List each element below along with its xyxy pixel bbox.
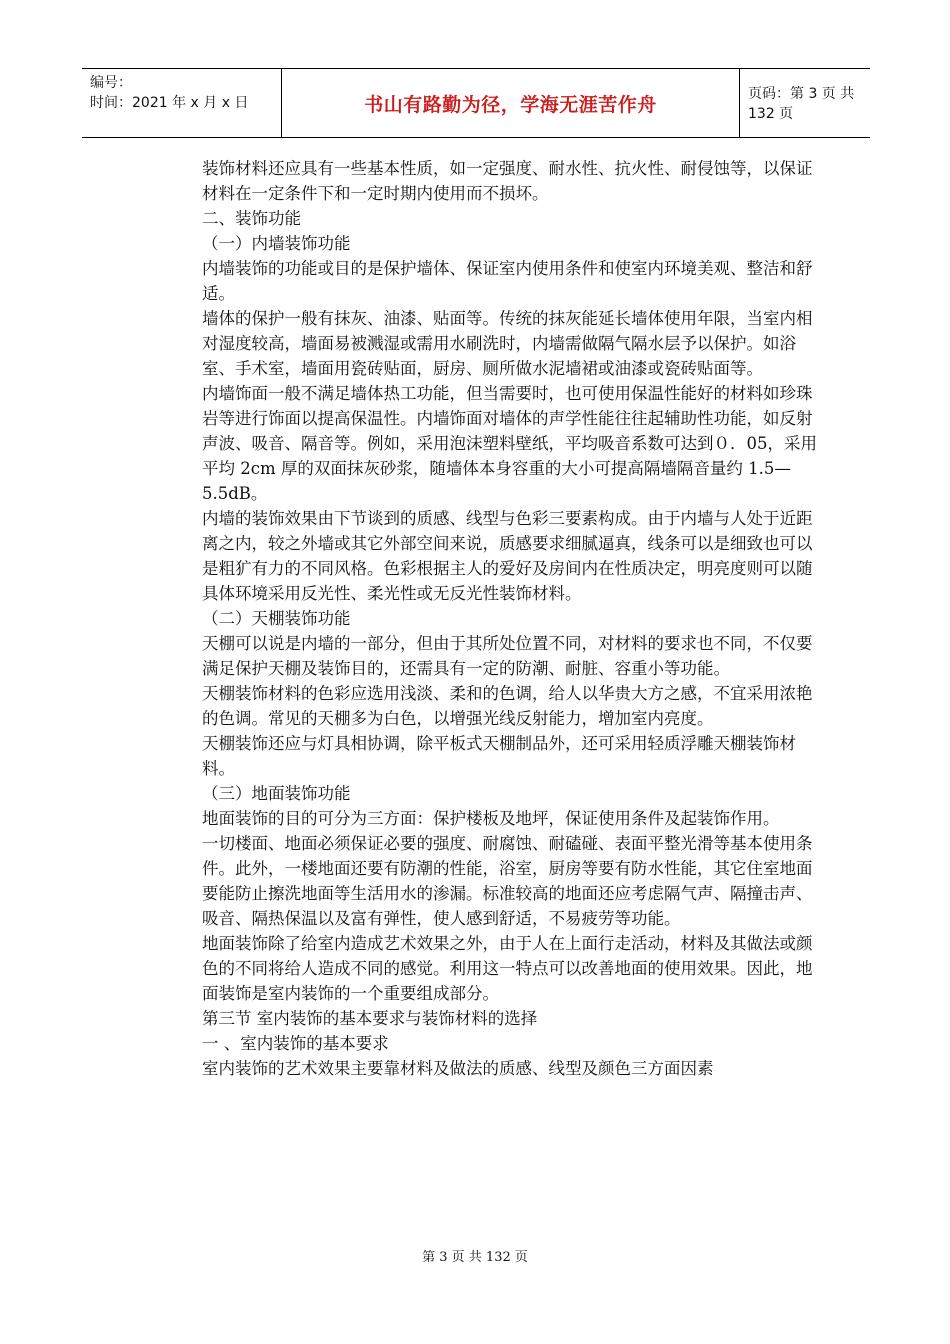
paragraph: 天棚装饰还应与灯具相协调，除平板式天棚制品外，还可采用轻质浮雕天棚装饰材料。 [202,734,796,778]
paragraph: 内墙的装饰效果由下节谈到的质感、线型与色彩三要素构成。由于内墙与人处于近距离之内，较之外墙或其它外部空间来说，质感要求细腻逼真，线条可以是细致也可以是粗犷有力的不同风格。色彩根据主人的爱好及房间内在性质决定，明亮度则可以随具体环境采用反光性、柔光性或无反光性装饰材料。 [202,509,813,603]
document-number-label: 编号： [90,75,132,91]
subsection-heading: （三）地面装饰功能 [202,784,351,803]
section-heading: 一 、室内装饰的基本要求 [202,1034,389,1053]
document-date-label: 时间：2021 年 x 月 x 日 [90,95,249,111]
header-page-info: 页码：第 3 页 共 132 页 [748,86,855,122]
paragraph: 天棚装饰材料的色彩应选用浅淡、柔和的色调，给人以华贵大方之感，不宜采用浓艳的色调。常见的天棚多为白色，以增强光线反射能力，增加室内亮度。 [202,684,813,728]
header-meta-cell [82,69,282,137]
paragraph: 墙体的保护一般有抹灰、油漆、贴面等。传统的抹灰能延长墙体使用年限，当室内相对湿度较高，墙面易被溅湿或需用水刷洗时，内墙需做隔气隔水层予以保护。如浴室、手术室，墙面用瓷砖贴面，厨房、厕所做水泥墙裙或油漆或瓷砖贴面等。 [202,309,813,378]
paragraph: 天棚可以说是内墙的一部分，但由于其所处位置不同，对材料的要求也不同，不仅要满足保护天棚及装饰目的，还需具有一定的防潮、耐脏、容重小等功能。 [202,634,813,678]
header-motto-cell [282,69,740,137]
section-heading: 二、装饰功能 [202,209,301,228]
header-page-cell [740,69,870,137]
paragraph: 室内装饰的艺术效果主要靠材料及做法的质感、线型及颜色三方面因素 [202,1059,714,1078]
chapter-section-heading: 第三节 室内装饰的基本要求与装饰材料的选择 [202,1009,538,1028]
paragraph: 地面装饰除了给室内造成艺术效果之外，由于人在上面行走活动，材料及其做法或颜色的不同将给人造成不同的感觉。利用这一特点可以改善地面的使用效果。因此，地面装饰是室内装饰的一个重要组成部分。 [202,934,813,1003]
paragraph: 地面装饰的目的可分为三方面：保护楼板及地坪，保证使用条件及起装饰作用。 [202,809,780,828]
header-motto: 书山有路勤为径，学海无涯苦作舟 [364,93,657,116]
page-footer [0,1246,950,1265]
paragraph: 内墙装饰的功能或目的是保护墙体、保证室内使用条件和使室内环境美观、整洁和舒适。 [202,259,813,303]
page-header [82,68,870,138]
subsection-heading: （二）天棚装饰功能 [202,609,351,628]
paragraph: 一切楼面、地面必须保证必要的强度、耐腐蚀、耐磕碰、表面平整光滑等基本使用条件。此外，一楼地面还要有防潮的性能，浴室，厨房等要有防水性能，其它住室地面要能防止擦洗地面等生活用水的渗漏。标准较高的地面还应考虑隔气声、隔撞击声、吸音、隔热保温以及富有弹性，使人感到舒适，不易疲劳等功能。 [202,834,813,928]
paragraph: 内墙饰面一般不满足墙体热工功能，但当需要时，也可使用保温性能好的材料如珍珠岩等进行饰面以提高保温性。内墙饰面对墙体的声学性能往往起辅助性功能，如反射声波、吸音、隔音等。例如，采用泡沫塑料壁纸，平均吸音系数可达到０．05，采用平均 2cm 厚的双面抹灰砂浆，随墙体本身容重的大小可提高隔墙隔音量约 1.5—5.5dB。 [202,384,817,503]
subsection-heading: （一）内墙装饰功能 [202,234,351,253]
footer-page-number: 第 3 页 共 132 页 [422,1250,528,1265]
paragraph: 装饰材料还应具有一些基本性质，如一定强度、耐水性、抗火性、耐侵蚀等，以保证材料在一定条件下和一定时期内使用而不损坏。 [202,159,813,203]
document-body [202,156,822,1081]
